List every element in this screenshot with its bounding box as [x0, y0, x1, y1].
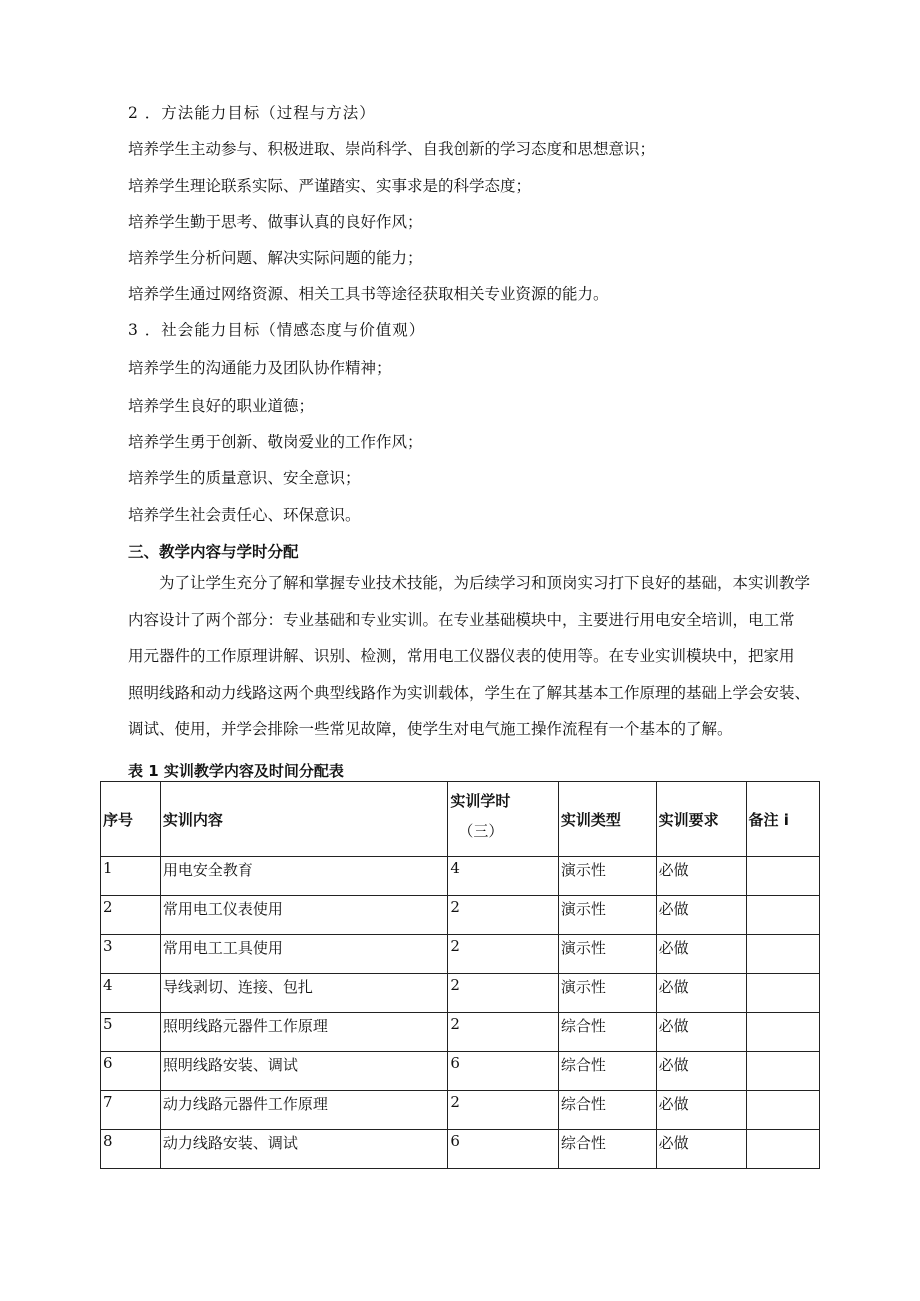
- header-hours: [448, 782, 558, 857]
- header-no: 序号: [101, 782, 161, 857]
- cell-content: 动力线路安装、调试: [160, 1130, 448, 1169]
- cell-note: [746, 1130, 819, 1169]
- cell-hours: 6: [448, 1052, 558, 1091]
- cell-no: 7: [101, 1091, 161, 1130]
- paragraph-line: 照明线路和动力线路这两个典型线路作为实训载体，学生在了解其基本工作原理的基础上学会安装、: [128, 683, 811, 702]
- cell-content: 常用电工仪表使用: [160, 896, 448, 935]
- header-note: 备注 i: [746, 782, 819, 857]
- cell-no: 6: [101, 1052, 161, 1091]
- section3-item: 培养学生良好的职业道德；: [128, 397, 315, 415]
- table-row: [101, 1130, 820, 1169]
- table-row: [101, 1013, 820, 1052]
- paragraph-line: 内容设计了两个部分：专业基础和专业实训。在专业基础模块中，主要进行用电安全培训，电工常: [128, 610, 795, 629]
- cell-note: [746, 857, 819, 896]
- header-type: 实训类型: [558, 782, 656, 857]
- section3-heading: 3 ．社会能力目标（情感态度与价值观）: [128, 321, 426, 339]
- table-row: [101, 896, 820, 935]
- cell-no: 4: [101, 974, 161, 1013]
- cell-type: 演示性: [558, 896, 656, 935]
- section3-item: 培养学生的沟通能力及团队协作精神；: [128, 359, 392, 377]
- section3-item: 培养学生社会责任心、环保意识。: [128, 506, 361, 524]
- training-schedule-table: [100, 781, 820, 1169]
- section2-item: 培养学生分析问题、解决实际问题的能力；: [128, 249, 423, 267]
- header-content: 实训内容: [160, 782, 448, 857]
- section3-item: 培养学生勇于创新、敬岗爱业的工作作风；: [128, 433, 423, 451]
- cell-type: 演示性: [558, 974, 656, 1013]
- paragraph-line: 调试、使用，并学会排除一些常见故障，使学生对电气施工操作流程有一个基本的了解。: [128, 720, 733, 738]
- cell-req: 必做: [656, 857, 746, 896]
- cell-hours: 2: [448, 974, 558, 1013]
- cell-hours: 2: [448, 935, 558, 974]
- cell-note: [746, 1091, 819, 1130]
- cell-hours: 2: [448, 1091, 558, 1130]
- cell-type: 综合性: [558, 1052, 656, 1091]
- paragraph-line: 用元器件的工作原理讲解、识别、检测，常用电工仪器仪表的使用等。在专业实训模块中，把家用: [128, 647, 795, 665]
- cell-no: 2: [101, 896, 161, 935]
- table-row: [101, 857, 820, 896]
- cell-hours: 2: [448, 1013, 558, 1052]
- header-hours-top: 实训学时: [450, 792, 511, 810]
- cell-content: 导线剥切、连接、包扎: [160, 974, 448, 1013]
- cell-content: 动力线路元器件工作原理: [160, 1091, 448, 1130]
- table-header-row: [101, 782, 820, 857]
- section2-heading: 2 ．方法能力目标（过程与方法）: [128, 104, 376, 122]
- cell-note: [746, 974, 819, 1013]
- cell-no: 1: [101, 857, 161, 896]
- cell-no: 5: [101, 1013, 161, 1052]
- cell-note: [746, 1013, 819, 1052]
- table-caption: 表 1 实训教学内容及时间分配表: [128, 762, 344, 780]
- cell-no: 8: [101, 1130, 161, 1169]
- cell-no: 3: [101, 935, 161, 974]
- cell-req: 必做: [656, 1013, 746, 1052]
- cell-note: [746, 935, 819, 974]
- cell-req: 必做: [656, 1130, 746, 1169]
- cell-req: 必做: [656, 1052, 746, 1091]
- section2-item: 培养学生主动参与、积极进取、崇尚科学、自我创新的学习态度和思想意识；: [128, 140, 656, 158]
- chapter-heading: 三、教学内容与学时分配: [128, 543, 299, 561]
- table-row: [101, 974, 820, 1013]
- table-row: [101, 1091, 820, 1130]
- header-hours-bottom: （三）: [458, 822, 504, 840]
- cell-content: 用电安全教育: [160, 857, 448, 896]
- cell-req: 必做: [656, 896, 746, 935]
- header-req: 实训要求: [656, 782, 746, 857]
- chapter-paragraph: [128, 565, 828, 748]
- cell-content: 常用电工工具使用: [160, 935, 448, 974]
- cell-note: [746, 896, 819, 935]
- cell-content: 照明线路安装、调试: [160, 1052, 448, 1091]
- cell-type: 演示性: [558, 857, 656, 896]
- cell-hours: 2: [448, 896, 558, 935]
- cell-req: 必做: [656, 974, 746, 1013]
- cell-type: 综合性: [558, 1130, 656, 1169]
- cell-type: 综合性: [558, 1091, 656, 1130]
- cell-type: 综合性: [558, 1013, 656, 1052]
- cell-note: [746, 1052, 819, 1091]
- section2-item: 培养学生通过网络资源、相关工具书等途径获取相关专业资源的能力。: [128, 285, 609, 303]
- cell-hours: 4: [448, 857, 558, 896]
- section2-item: 培养学生勤于思考、做事认真的良好作风；: [128, 213, 423, 231]
- cell-req: 必做: [656, 1091, 746, 1130]
- table-row: [101, 935, 820, 974]
- cell-content: 照明线路元器件工作原理: [160, 1013, 448, 1052]
- table-row: [101, 1052, 820, 1091]
- section2-item: 培养学生理论联系实际、严谨踏实、实事求是的科学态度；: [128, 177, 532, 195]
- cell-hours: 6: [448, 1130, 558, 1169]
- section3-item: 培养学生的质量意识、安全意识；: [128, 469, 361, 487]
- cell-req: 必做: [656, 935, 746, 974]
- cell-type: 演示性: [558, 935, 656, 974]
- paragraph-line: 为了让学生充分了解和掌握专业技术技能，为后续学习和顶岗实习打下良好的基础，本实训教学: [128, 574, 811, 592]
